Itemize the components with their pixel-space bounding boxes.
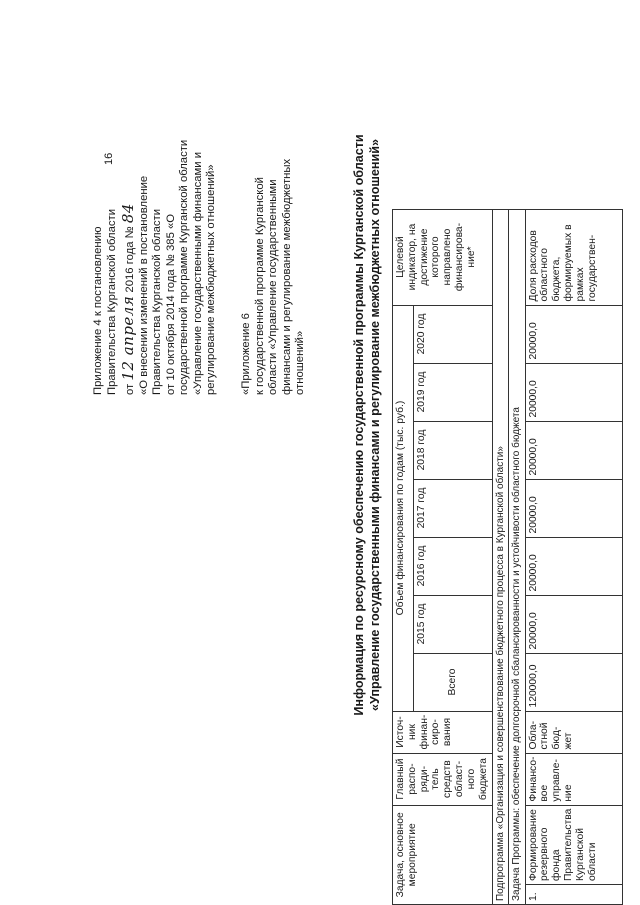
program-task-row: Задача Программы: обеспечение долгосрочной сбалансированности и устойчивости областного бюджета — [509, 209, 526, 904]
row-source: Обла-стной бюд-жет — [525, 711, 622, 753]
row-number: 1. — [525, 885, 622, 905]
header-line: Правительства Курганской области — [105, 208, 118, 395]
title-line: «Управление государственными финансами и регулирование межбюджетных отношений» — [367, 139, 382, 711]
annex6-line: «Приложение 6 — [240, 313, 252, 395]
annex6-line: финансами и регулирование межбюджетных — [280, 158, 293, 395]
handwritten-date: 12 апреля — [119, 295, 138, 381]
header-line: «О внесении изменений в постановление — [137, 175, 150, 395]
handwritten-number: 84 — [119, 203, 138, 224]
header-indicator: Целевой индикатор, на достижение которого направлено финансирова-ние* — [393, 209, 493, 305]
header-year-2016: 2016 год — [413, 537, 492, 595]
row-total: 120000,0 — [525, 653, 622, 711]
header-manager: Главный распо-ряди-тель средств област-ного бюджета — [393, 753, 493, 805]
header-line: «Управление государственными финансами и — [191, 151, 204, 395]
header-date-mid: 2016 года № — [124, 226, 137, 293]
row-2019: 20000,0 — [525, 363, 622, 421]
annex-header — [92, 15, 219, 395]
row-2015: 20000,0 — [525, 595, 622, 653]
financing-table — [392, 209, 623, 905]
header-total: Всего — [413, 653, 492, 711]
row-2018: 20000,0 — [525, 421, 622, 479]
table-row — [525, 209, 622, 904]
header-year-2020: 2020 год — [413, 305, 492, 363]
header-year-2017: 2017 год — [413, 479, 492, 537]
annex6-line: к государственной программе Курганской — [253, 177, 266, 395]
row-task: Формирование резервного фонда Правительства Курганской области — [525, 805, 622, 884]
annex6-block — [240, 95, 308, 395]
header-date-line — [119, 15, 138, 395]
annex6-line: отношений» — [294, 330, 307, 395]
annex6-line: области «Управление государственными — [267, 179, 280, 395]
page-number: 16 — [103, 152, 115, 165]
header-line: государственной программе Курганской области — [178, 139, 191, 395]
subprogram-row: Подпрограмма «Организация и совершенствование бюджетного процесса в Курганской области» — [492, 209, 509, 904]
document-title — [352, 45, 383, 805]
header-line: Правительства Курганской области — [151, 208, 164, 395]
title-line: Информация по ресурсному обеспечению государственной программы Курганской области — [352, 134, 366, 716]
header-source: Источ-ник финан-сиро-вания — [393, 711, 493, 753]
row-indicator: Доля расходов областного бюджета, формируемых в рамках государствен- — [525, 209, 622, 305]
row-2020: 20000,0 — [525, 305, 622, 363]
row-2017: 20000,0 — [525, 479, 622, 537]
header-year-2015: 2015 год — [413, 595, 492, 653]
row-manager: Финансо-вое управле-ние — [525, 753, 622, 805]
row-2016: 20000,0 — [525, 537, 622, 595]
header-date-prefix: от — [124, 383, 137, 395]
header-line: от 10 октября 2014 года № 385 «О — [164, 213, 177, 395]
header-volume: Объем финансирования по годам (тыс. руб.) — [393, 305, 414, 711]
header-year-2018: 2018 год — [413, 421, 492, 479]
header-task: Задача, основное мероприятие — [393, 805, 493, 904]
header-year-2019: 2019 год — [413, 363, 492, 421]
header-line: регулирование межбюджетных отношений» — [205, 164, 218, 395]
header-line: Приложение 4 к постановлению — [92, 226, 104, 395]
